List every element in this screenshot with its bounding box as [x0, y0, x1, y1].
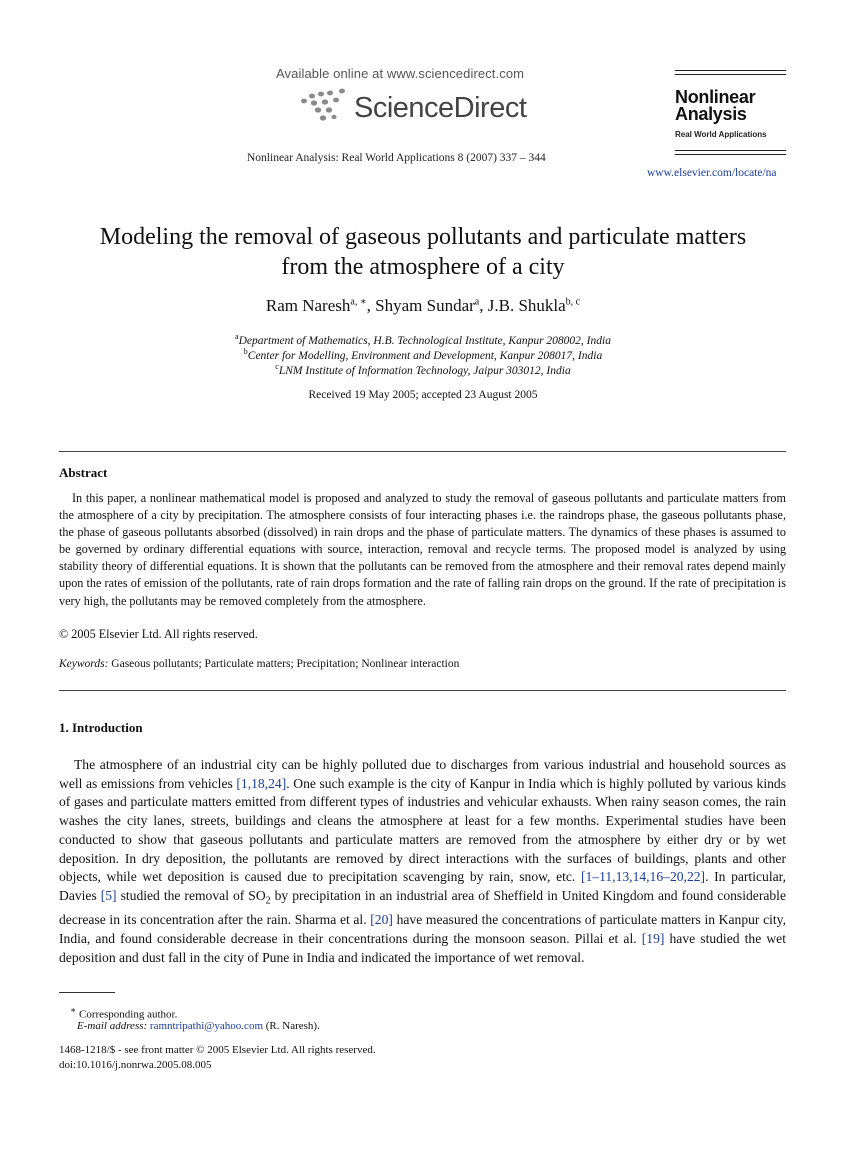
- journal-citation: Nonlinear Analysis: Real World Applications 8 (2007) 337 – 344: [247, 152, 546, 164]
- subscript: 2: [265, 895, 271, 907]
- email-label: E-mail address:: [77, 1020, 150, 1032]
- sciencedirect-wordmark: ScienceDirect: [354, 92, 527, 124]
- email-footnote: [77, 1020, 320, 1032]
- affiliation-mark: b: [243, 347, 248, 356]
- available-online-text: Available online at www.sciencedirect.com: [276, 66, 525, 81]
- affiliation-mark: a: [235, 332, 239, 341]
- text-run: . One such example is the city of Kanpur in India which is highly polluted by various kinds of gases and particulate matters emitted from different types of industries and vehicular exhausts. When rainy season comes, the rain washes the city lanes, streets, buildings and cleans the atmosphere at least for a few months. Experimental studies have been conducted to show that gaseous pollutants and particulate matters are removed from the atmosphere by either dry or by wet deposition. In dry deposition, the pollutants are removed by direct interactions with the surfaces of buildings, plants and other objects, while wet deposition is caused due to precipitation scavenging by rain, snow, etc.: [59, 775, 786, 885]
- keywords-list: Gaseous pollutants; Particulate matters; Precipitation; Nonlinear interaction: [111, 658, 460, 670]
- author-affiliation-mark: a, ∗: [350, 296, 367, 308]
- affiliation: [30, 362, 816, 377]
- divider: [59, 451, 786, 452]
- footnote-text: Corresponding author.: [76, 1008, 178, 1021]
- article-title-line2: from the atmosphere of a city: [281, 254, 565, 280]
- text-run: The atmosphere of an industrial city can be highly polluted due to discharges from various industrial and household sources as well as emissions from vehicles: [59, 757, 786, 791]
- citation-link[interactable]: [19]: [641, 931, 665, 947]
- doi-line[interactable]: doi:10.1016/j.nonrwa.2005.08.005: [59, 1059, 212, 1071]
- affiliation-text: LNM Institute of Information Technology, Jaipur 303012, India: [278, 364, 571, 377]
- keywords: [59, 658, 459, 670]
- text-run: . In particular, Davies: [59, 869, 787, 903]
- citation-link[interactable]: [20]: [370, 912, 393, 928]
- text-run: studied the removal of SO: [116, 887, 266, 903]
- citation-link[interactable]: [5]: [100, 887, 117, 903]
- author-list: [30, 296, 816, 316]
- journal-url-link[interactable]: www.elsevier.com/locate/na: [647, 167, 777, 179]
- affiliation: [30, 347, 816, 362]
- footnote-divider: [59, 992, 115, 993]
- journal-brand: [675, 70, 786, 158]
- corresponding-footnote: [70, 1005, 177, 1021]
- author-separator: ,: [366, 296, 376, 315]
- journal-brand-line1: Nonlinear: [675, 87, 756, 107]
- journal-brand-subtitle: Real World Applications: [675, 130, 767, 139]
- citation-link[interactable]: [1,18,24]: [236, 775, 287, 791]
- author-affiliation-mark: a: [474, 296, 480, 308]
- email-suffix: (R. Naresh).: [263, 1020, 320, 1032]
- affiliation-mark: c: [275, 362, 279, 371]
- copyright: © 2005 Elsevier Ltd. All rights reserved.: [59, 627, 258, 641]
- author-affiliation-mark: b, c: [565, 296, 581, 308]
- keywords-label: Keywords:: [59, 658, 109, 670]
- section-heading: 1. Introduction: [59, 720, 143, 735]
- author-separator: ,: [479, 296, 488, 315]
- article-title-line1: Modeling the removal of gaseous pollutants and particulate matters: [99, 224, 747, 250]
- affiliation-text: Department of Mathematics, H.B. Technological Institute, Kanpur 208002, India: [238, 334, 611, 347]
- journal-brand-line2: Analysis: [675, 104, 747, 124]
- article-title: [30, 222, 816, 282]
- abstract-body: In this paper, a nonlinear mathematical model is proposed and analyzed to study the removal of gaseous pollutants and particulate matters from the atmosphere of a city by precipitation. The atmosphere consists of four interacting phases i.e. the raindrops phase, the gaseous pollutants phase, the phase of gaseous pollutants absorbed (dissolved) in rain drops and the phase of particulate matters. The dynamics of these phases is assumed to be governed by ordinary differential equations with source, interaction, removal and recycle terms. The proposed model is analyzed by using stability theory of differential equations. It is shown that the pollutants can be removed from the atmosphere and their removal rates depend mainly upon the rates of emission of the pollutants, rate of rain drops formation and the rate of falling rain drops on the ground. If the rate of precipitation is very high, the pollutants may be removed completely from the atmosphere.: [59, 491, 786, 608]
- author-name[interactable]: Ram Naresh: [265, 296, 351, 315]
- abstract-heading: Abstract: [59, 465, 108, 480]
- email-link[interactable]: ramntripathi@yahoo.com: [149, 1020, 263, 1032]
- text-run: have measured the concentrations of particulate matters in Kanpur city, India, and found considerable decrease in their concentrations during the monsoon season. Pillai et al.: [59, 912, 786, 947]
- issn-line: 1468-1218/$ - see front matter © 2005 Elsevier Ltd. All rights reserved.: [59, 1044, 376, 1056]
- author-name[interactable]: Shyam Sundar: [375, 296, 475, 315]
- intro-paragraph: [59, 756, 786, 967]
- footnote-mark: ∗: [70, 1005, 77, 1015]
- sciencedirect-logo[interactable]: [298, 86, 528, 128]
- text-run: by precipitation in an industrial area of Sheffield in United Kingdom and found considerable decrease in its concentration after the rain. Sharma et al.: [59, 887, 786, 928]
- affiliation: [30, 332, 816, 347]
- affiliation-text: Center for Modelling, Environment and Development, Kanpur 208017, India: [247, 349, 603, 362]
- received-dates: Received 19 May 2005; accepted 23 August 2005: [308, 389, 538, 401]
- sciencedirect-dots-icon: [298, 86, 354, 128]
- divider: [59, 690, 786, 691]
- author-name[interactable]: J.B. Shukla: [487, 296, 566, 315]
- citation-link[interactable]: [1–11,13,14,16–20,22]: [580, 869, 706, 885]
- text-run: have studied the wet deposition and dust fall in the city of Pune in India and indicated the importance of wet removal.: [59, 931, 786, 965]
